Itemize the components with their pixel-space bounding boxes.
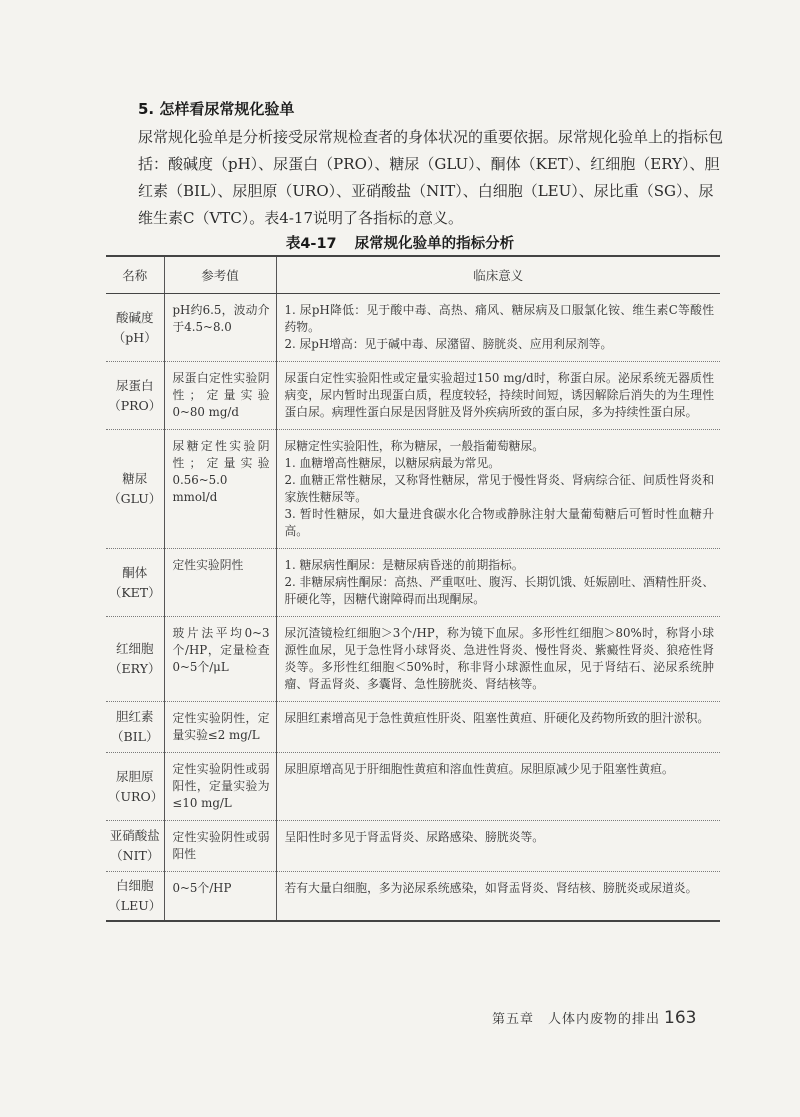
clinical-meaning-cell [276,430,720,549]
indicator-name-cell [106,430,164,549]
header-reference: 参考值 [164,256,276,294]
table-row [106,872,720,922]
indicator-abbr: （BIL） [111,729,159,744]
urinalysis-table [106,255,720,922]
indicator-name: 胆红素 [115,709,154,724]
clinical-meaning-line: 呈阳性时多见于肾盂肾炎、尿路感染、膀胱炎等。 [284,830,545,844]
indicator-name: 尿胆原 [115,768,154,784]
table-row [106,430,720,549]
clinical-meaning-line: 2. 非糖尿病性酮尿：高热、严重呕吐、腹泻、长期饥饿、妊娠剧吐、酒精性肝炎、肝硬化等，因糖代谢障碍而出现酮尿。 [284,575,714,606]
clinical-meaning-line: 3. 暂时性糖尿，如大量进食碳水化合物或静脉注射大量葡萄糖后可暂时性血糖升高。 [284,507,714,538]
header-name: 名称 [106,256,164,294]
clinical-meaning-line: 2. 血糖正常性糖尿，又称肾性糖尿，常见于慢性肾炎、肾病综合征、间质性肾炎和家族性糖尿等。 [284,473,714,504]
reference-value-cell: 定性实验阴性，定量实验≤2 mg/L [164,702,276,753]
indicator-name-cell [106,549,164,617]
indicator-name: 红细胞 [115,641,154,656]
reference-value-cell: 定性实验阴性或弱阳性，定量实验为≤10 mg/L [164,753,276,821]
clinical-meaning-line: 尿胆红素增高见于急性黄疸性肝炎、阻塞性黄疸、肝硬化及药物所致的胆汁淤积。 [284,711,710,725]
table-number: 表4-17 [285,236,337,252]
table-title: 尿常规化验单的指标分析 [354,236,515,252]
clinical-meaning-line: 尿糖定性实验阳性，称为糖尿，一般指葡萄糖尿。 [284,439,545,453]
section-heading: 5. 怎样看尿常规化验单 [138,100,295,118]
chapter-title: 第五章 人体内废物的排出 [492,1012,661,1027]
indicator-name: 糖尿 [122,471,148,486]
indicator-abbr: （ERY） [109,661,161,676]
indicator-name-cell [106,702,164,753]
indicator-abbr: （GLU） [108,491,162,506]
reference-value-cell: 定性实验阴性 [164,549,276,617]
clinical-meaning-cell [276,294,720,362]
clinical-meaning-line: 1. 糖尿病性酮尿：是糖尿病昏迷的前期指标。 [284,558,524,572]
clinical-meaning-line: 尿胆原增高见于肝细胞性黄疸和溶血性黄疸。尿胆原减少见于阻塞性黄疸。 [284,762,674,776]
clinical-meaning-cell [276,617,720,702]
reference-value-cell: pH约6.5，波动介于4.5~8.0 [164,294,276,362]
header-meaning: 临床意义 [276,256,720,294]
indicator-name-cell [106,294,164,362]
reference-value-cell: 玻片法平均0~3个/HP，定量检查0~5个/μL [164,617,276,702]
clinical-meaning-cell [276,362,720,430]
clinical-meaning-cell [276,753,720,821]
clinical-meaning-cell [276,872,720,922]
indicator-abbr: （KET） [108,584,161,600]
reference-value-cell: 尿糖定性实验阴性；定量实验0.56~5.0 mmol/d [164,430,276,549]
page-footer [492,1008,696,1028]
clinical-meaning-line: 尿蛋白定性实验阳性或定量实验超过150 mg/d时，称蛋白尿。泌尿系统无器质性病变，尿内暂时出现蛋白质，程度较轻，持续时间短，诱因解除后消失的为生理性蛋白尿。病理性蛋白尿是因肾脏及肾外疾病所致的蛋白尿，多为持续性蛋白尿。 [284,371,714,419]
indicator-name: 亚硝酸盐 [109,828,160,843]
indicator-abbr: （PRO） [108,397,162,413]
clinical-meaning-cell [276,821,720,872]
indicator-abbr: （URO） [108,788,164,804]
table-row [106,617,720,702]
indicator-name: 酸碱度 [115,309,154,325]
indicator-name: 酮体 [122,564,148,580]
clinical-meaning-line: 尿沉渣镜检红细胞＞3个/HP，称为镜下血尿。多形性红细胞＞80%时，称肾小球源性血尿，见于急性肾小球肾炎、急进性肾炎、慢性肾炎、紫癜性肾炎、狼疮性肾炎等。多形性红细胞＜50%时，称非肾小球源性血尿，见于肾结石、泌尿系统肿瘤、肾盂肾炎、多囊肾、急性膀胱炎、肾结核等。 [284,626,714,691]
indicator-name-cell [106,821,164,872]
table-row [106,362,720,430]
indicator-name-cell [106,362,164,430]
table-header-row [106,256,720,294]
indicator-name-cell [106,617,164,702]
reference-value-cell: 定性实验阴性或弱阳性 [164,821,276,872]
clinical-meaning-cell [276,702,720,753]
table-row [106,702,720,753]
table-caption [0,232,800,253]
indicator-name: 白细胞 [115,878,154,893]
clinical-meaning-cell [276,549,720,617]
page-number: 163 [664,1008,697,1028]
intro-paragraph [138,124,726,232]
indicator-abbr: （NIT） [110,848,160,863]
table-row [106,753,720,821]
indicator-name-cell [106,753,164,821]
clinical-meaning-line: 1. 尿pH降低：见于酸中毒、高热、痛风、糖尿病及口服氯化铵、维生素C等酸性药物。 [284,303,714,334]
table-row [106,821,720,872]
clinical-meaning-line: 1. 血糖增高性糖尿，以糖尿病最为常见。 [284,456,501,470]
reference-value-cell: 尿蛋白定性实验阴性；定量实验0~80 mg/d [164,362,276,430]
table-row [106,549,720,617]
reference-value-cell: 0~5个/HP [164,872,276,922]
indicator-abbr: （LEU） [108,898,162,913]
clinical-meaning-line: 若有大量白细胞，多为泌尿系统感染，如肾盂肾炎、肾结核、膀胱炎或尿道炎。 [284,881,698,895]
clinical-meaning-line: 2. 尿pH增高：见于碱中毒、尿潴留、膀胱炎、应用利尿剂等。 [284,337,613,351]
intro-text: 尿常规化验单是分析接受尿常规检查者的身体状况的重要依据。尿常规化验单上的指标包括：酸碱度（pH）、尿蛋白（PRO）、糖尿（GLU）、酮体（KET）、红细胞（ERY）、胆红素（BIL）、尿胆原（URO）、亚硝酸盐（NIT）、白细胞（LEU）、尿比重（SG）、尿维生素C（VTC）。表4-17说明了各指标的意义。 [138,128,724,227]
table-row [106,294,720,362]
indicator-abbr: （pH） [112,329,157,345]
indicator-name: 尿蛋白 [115,377,154,393]
indicator-name-cell [106,872,164,922]
